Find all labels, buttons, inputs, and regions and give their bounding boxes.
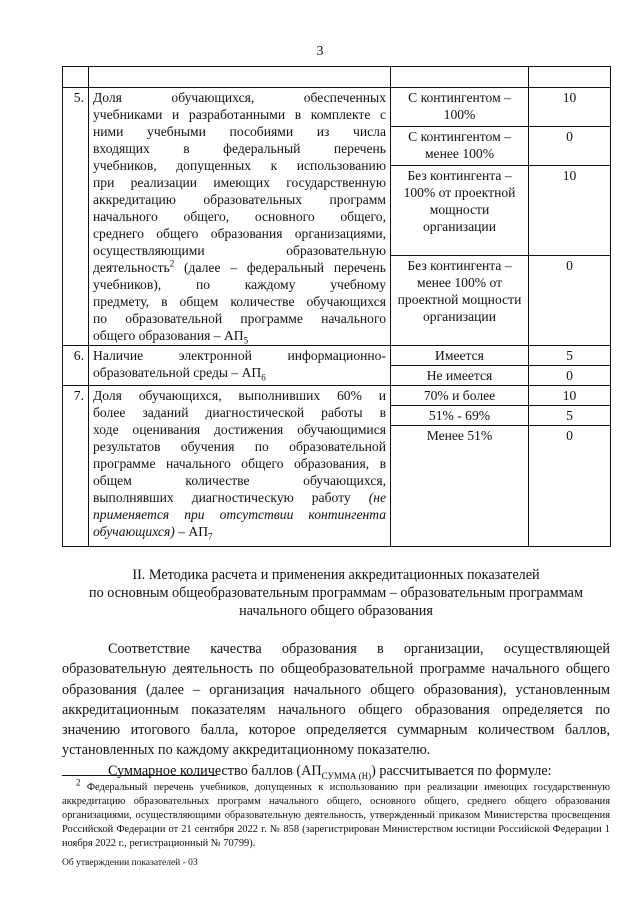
table-row: [63, 67, 611, 88]
option-label: Не имеется: [391, 366, 529, 386]
row-number: 5.: [63, 88, 89, 346]
table-row: [63, 386, 611, 406]
option-points: 5: [529, 346, 611, 366]
document-footer: Об утверждении показателей - 03: [62, 858, 198, 868]
option-label: 70% и более: [391, 386, 529, 406]
option-label: Без контингента – менее 100% от проектной мощности организации: [391, 255, 529, 345]
indicator-description: Наличие электронной информационно- образовательной среды – $АП_6$: [89, 346, 391, 386]
page-number: 3: [316, 44, 324, 59]
option-points: 10: [529, 165, 611, 255]
table-row: [63, 346, 611, 366]
option-label: С контингентом – менее 100%: [391, 126, 529, 165]
accreditation-indicators-table: [62, 66, 611, 547]
option-points: 5: [529, 406, 611, 426]
footnote: $^2$ Федеральный перечень учебников, допущенных к использованию при реализации имеющих государственную аккредитацию образовательных программ начального общего, основного общего, среднего общего образования организациями, осуществляющими образовательную деятельность, утвержденный приказом Министерства просвещения Российской Федерации от 21 сентября 2022 г. № 858 (зарегистрирован Министерством юстиции Российской Федерации 1 ноября 2022 г., регистрационный № 70799).: [62, 777, 610, 849]
option-points: 0: [529, 126, 611, 165]
option-label: 51% - 69%: [391, 406, 529, 426]
option-points: 0: [529, 255, 611, 345]
option-points: 0: [529, 366, 611, 386]
row-number: 7.: [63, 386, 89, 547]
option-points: 0: [529, 426, 611, 547]
option-label: Имеется: [391, 346, 529, 366]
section-title: II. Методика расчета и применения аккредитационных показателей по основным общеобразовательным программам – образовательным программам начального общего образования: [89, 567, 583, 619]
footnote-divider: [62, 775, 217, 776]
option-points: 10: [529, 386, 611, 406]
option-label: Без контингента – 100% от проектной мощности организации: [391, 165, 529, 255]
paragraph: Соответствие качества образования в организации, осуществляющей образовательную деятельность по общеобразовательной программе начального общего образования (далее – организация начального общего образования), установленным аккредитационным показателям начального общего образования определяется по значению итогового балла, которое определяется суммарным количеством баллов, установленных по каждому аккредитационному показателю.: [62, 641, 610, 759]
paragraph: Суммарное количество баллов $(АП_{СУММА (Н)})$ рассчитывается по формуле:: [108, 762, 552, 781]
footnote-ref: 2: [169, 258, 175, 269]
indicator-description: Доля обучающихся, обеспеченных учебниками и разработанными в комплекте с ними учебными пособиями из числа входящих в федеральный перечень учебников, допущенных к использованию при реализации имеющих государственную аккредитацию образовательных программ начального общего, основного общего, среднего общего образования организациями, осуществляющими образовательную деятельность$^2$ (далее – федеральный перечень учебников), по каждому учебному предмету, в общем количестве обучающихся по образовательной программе начального общего образования – $АП_5$: [89, 88, 391, 346]
option-label: С контингентом – 100%: [391, 88, 529, 127]
body-text: [62, 639, 610, 781]
row-number: 6.: [63, 346, 89, 386]
indicator-description: Доля обучающихся, выполнивших 60% и более заданий диагностической работы в ходе оценивания достижения обучающимися результатов обучения по образовательной программе начального общего образования, в общем количестве обучающихся, выполнявших диагностическую работу (не применяется при отсутствии контингента обучающихся) – $АП_7$: [89, 386, 391, 547]
table-row: [63, 88, 611, 127]
option-points: 10: [529, 88, 611, 127]
footnote-mark: 2: [76, 777, 81, 788]
option-label: Менее 51%: [391, 426, 529, 547]
